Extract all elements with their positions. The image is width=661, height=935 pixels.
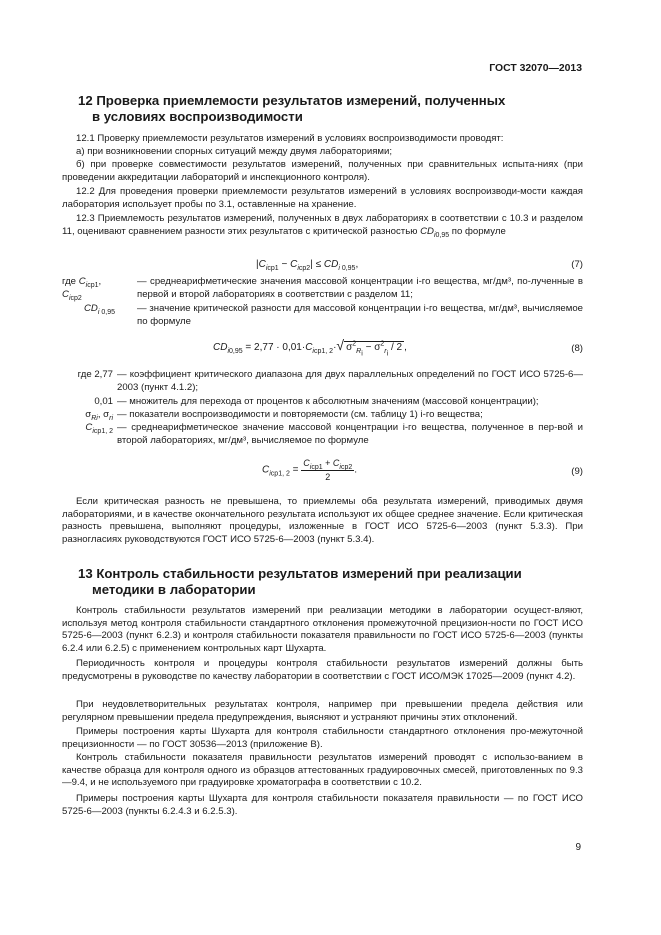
- where-cicp12-text: — среднеарифметическое значение массовой концентрации i-го вещества, полученное в пер-вой и второй лабораториях, мг/дм³, вычисляемое по формуле: [117, 422, 583, 446]
- para-12-3-tail: по формуле: [451, 225, 506, 237]
- section-12-title-line2: в условиях воспроизводимости: [92, 109, 303, 124]
- where-277-symbol: где 2,77: [77, 369, 113, 380]
- equation-8-number: (8): [571, 343, 583, 354]
- equation-7: $|C_{iср1} - C_{iср2}| \le CD_{i 0,95}$,: [256, 259, 359, 272]
- para-12-1: 12.1 Проверку приемлемости результатов измерений в условиях воспроизводимости проводят:: [76, 133, 504, 144]
- equation-9-number: (9): [571, 466, 583, 477]
- para-13-3: При неудовлетворительных результатах контроля, например при превышении предела действия или регулярном превышении предела предупреждения, выясняют и устраняют причины этих отклонений.: [62, 699, 583, 723]
- section-13-title-line2: методики в лаборатории: [92, 582, 256, 597]
- para-13-6: Примеры построения карты Шухарта для контроля стабильности показателя правильности — по ГОСТ ИСО 5725-6—2003 (пункты 6.2.4.3 и 6.2.5.3).: [62, 793, 583, 817]
- where-001-symbol: 0,01: [94, 396, 113, 407]
- para-12-2: 12.2 Для проведения проверки приемлемости результатов измерений в условиях воспроизводи-мости каждая лаборатория использует пробы по 3.1, оставленные на хранение.: [62, 186, 583, 210]
- where-lead: где: [62, 276, 77, 287]
- where-sigma-symbol: $\sigma_{Ri}$, $\sigma_{ri}$: [85, 409, 113, 422]
- para-12-1-b: б) при проверке совместимости результатов измерений, полученных при сравнительных испыта-ниях (при проведении аккредитации лабораторий и инспекционного контроля).: [62, 159, 583, 183]
- equation-8: $CD_{i0,95} = 2,77 \cdot 0,01\cdot C_{iср1, 2}\cdot√$ $\sigma^2_{R_i} - \sigma^2_{r_i} / 2$ ,: [213, 337, 407, 358]
- para-12-3-text: 12.3 Приемлемость результатов измерений, полученных в двух лабораториях в соответствии с 10.3 и разделом 11, оценивают сравнением разности этих результатов с критической разностью: [62, 213, 583, 237]
- section-12-title-line1: 12 Проверка приемлемости результатов измерений, полученных: [78, 93, 506, 108]
- para-13-4: Примеры построения карты Шухарта для контроля стабильности стандартного отклонения про-межуточной прецизионности — по ГОСТ 30536—2013 (приложение В).: [62, 726, 583, 750]
- where-cicp: где $C_{iср1}$, $C_{iср2}$: [62, 276, 102, 302]
- section-13-title-line1: 13 Контроль стабильности результатов измерений при реализации: [78, 566, 522, 581]
- para-13-5: Контроль стабильности показателя правильности результатов измерений проводят с использо-ванием в качестве образца для контроля одного из образцов аттестованных градуировочных смесей, приготовленных по 9.3—9.4, и не используемого при градуировке хроматографа в соответствии с 10.2.: [62, 752, 583, 789]
- page-number: 9: [575, 842, 581, 853]
- para-13-2: Периодичность контроля и процедуры контроля стабильности результатов измерений должны быть предусмотрены в руководстве по качеству лаборатории в соответствии с ГОСТ ИСО/МЭК 17025—2009 (пункт 4.2).: [62, 658, 583, 682]
- where-cicp-text: — среднеарифметические значения массовой концентрации i-го вещества, мг/дм³, по-лученные в первой и второй лабораториях в соответствии с разделом 11;: [137, 276, 583, 300]
- para-12-3: 12.3 Приемлемость результатов измерений, полученных в двух лабораториях в соответствии с 10.3 и разделом 11, оценивают сравнением разности этих результатов с критической разностью $CD_{i0,95}$ по формуле: [62, 213, 583, 239]
- where-cd-text: — значение критической разности для массовой концентрации i-го вещества, мг/дм³, вычисляемое по формуле: [137, 303, 583, 327]
- equation-7-number: (7): [571, 259, 583, 270]
- para-12-1-a: а) при возникновении спорных ситуаций между двумя лабораториями;: [76, 146, 393, 157]
- where-cicp12-symbol: $C_{iср1, 2}$: [85, 422, 113, 435]
- document-code: ГОСТ 32070—2013: [489, 63, 582, 74]
- equation-9: $C_{iср1, 2}$ = $\frac{C_{iср1} + C_{iср2}}{2}$ .: [262, 458, 358, 482]
- para-12-conclusion: Если критическая разность не превышена, то приемлемы оба результата измерений, приводимых двумя лабораториями, и в качестве окончательного результата используют их общее среднее значение. Если критическая разность превышена, выполняют процедуры, изложенные в ГОСТ ИСО 5725-6—2003 (пункт 5.3.3). При разногласиях руководствуются ГОСТ ИСО 5725-6—2003 (пункт 5.3.4).: [62, 496, 583, 545]
- where-001-text: — множитель для перехода от процентов к абсолютным значениям (массовой концентрации);: [117, 396, 539, 407]
- where-cd-symbol: $CD_{i 0,95}$: [84, 303, 115, 316]
- where-sigma-text: — показатели воспроизводимости и повторяемости (см. таблицу 1) i-го вещества;: [117, 409, 483, 420]
- where-277-text: — коэффициент критического диапазона для двух параллельных определений по ГОСТ ИСО 5725-6—2003 (пункт 4.1.2);: [117, 369, 583, 393]
- para-13-1: Контроль стабильности результатов измерений при реализации методики в лаборатории осущест-вляют, используя метод контроля стабильности стандартного отклонения промежуточной прецизион-ности по ГОСТ ИСО 5725-6—2003 (пункт 6.2.3) и контроля стабильности показателя правильности по ГОСТ ИСО 5725-6—2003 (пункты 6.2.4 или 6.2.5) с применением контрольных карт Шухарта.: [62, 605, 583, 654]
